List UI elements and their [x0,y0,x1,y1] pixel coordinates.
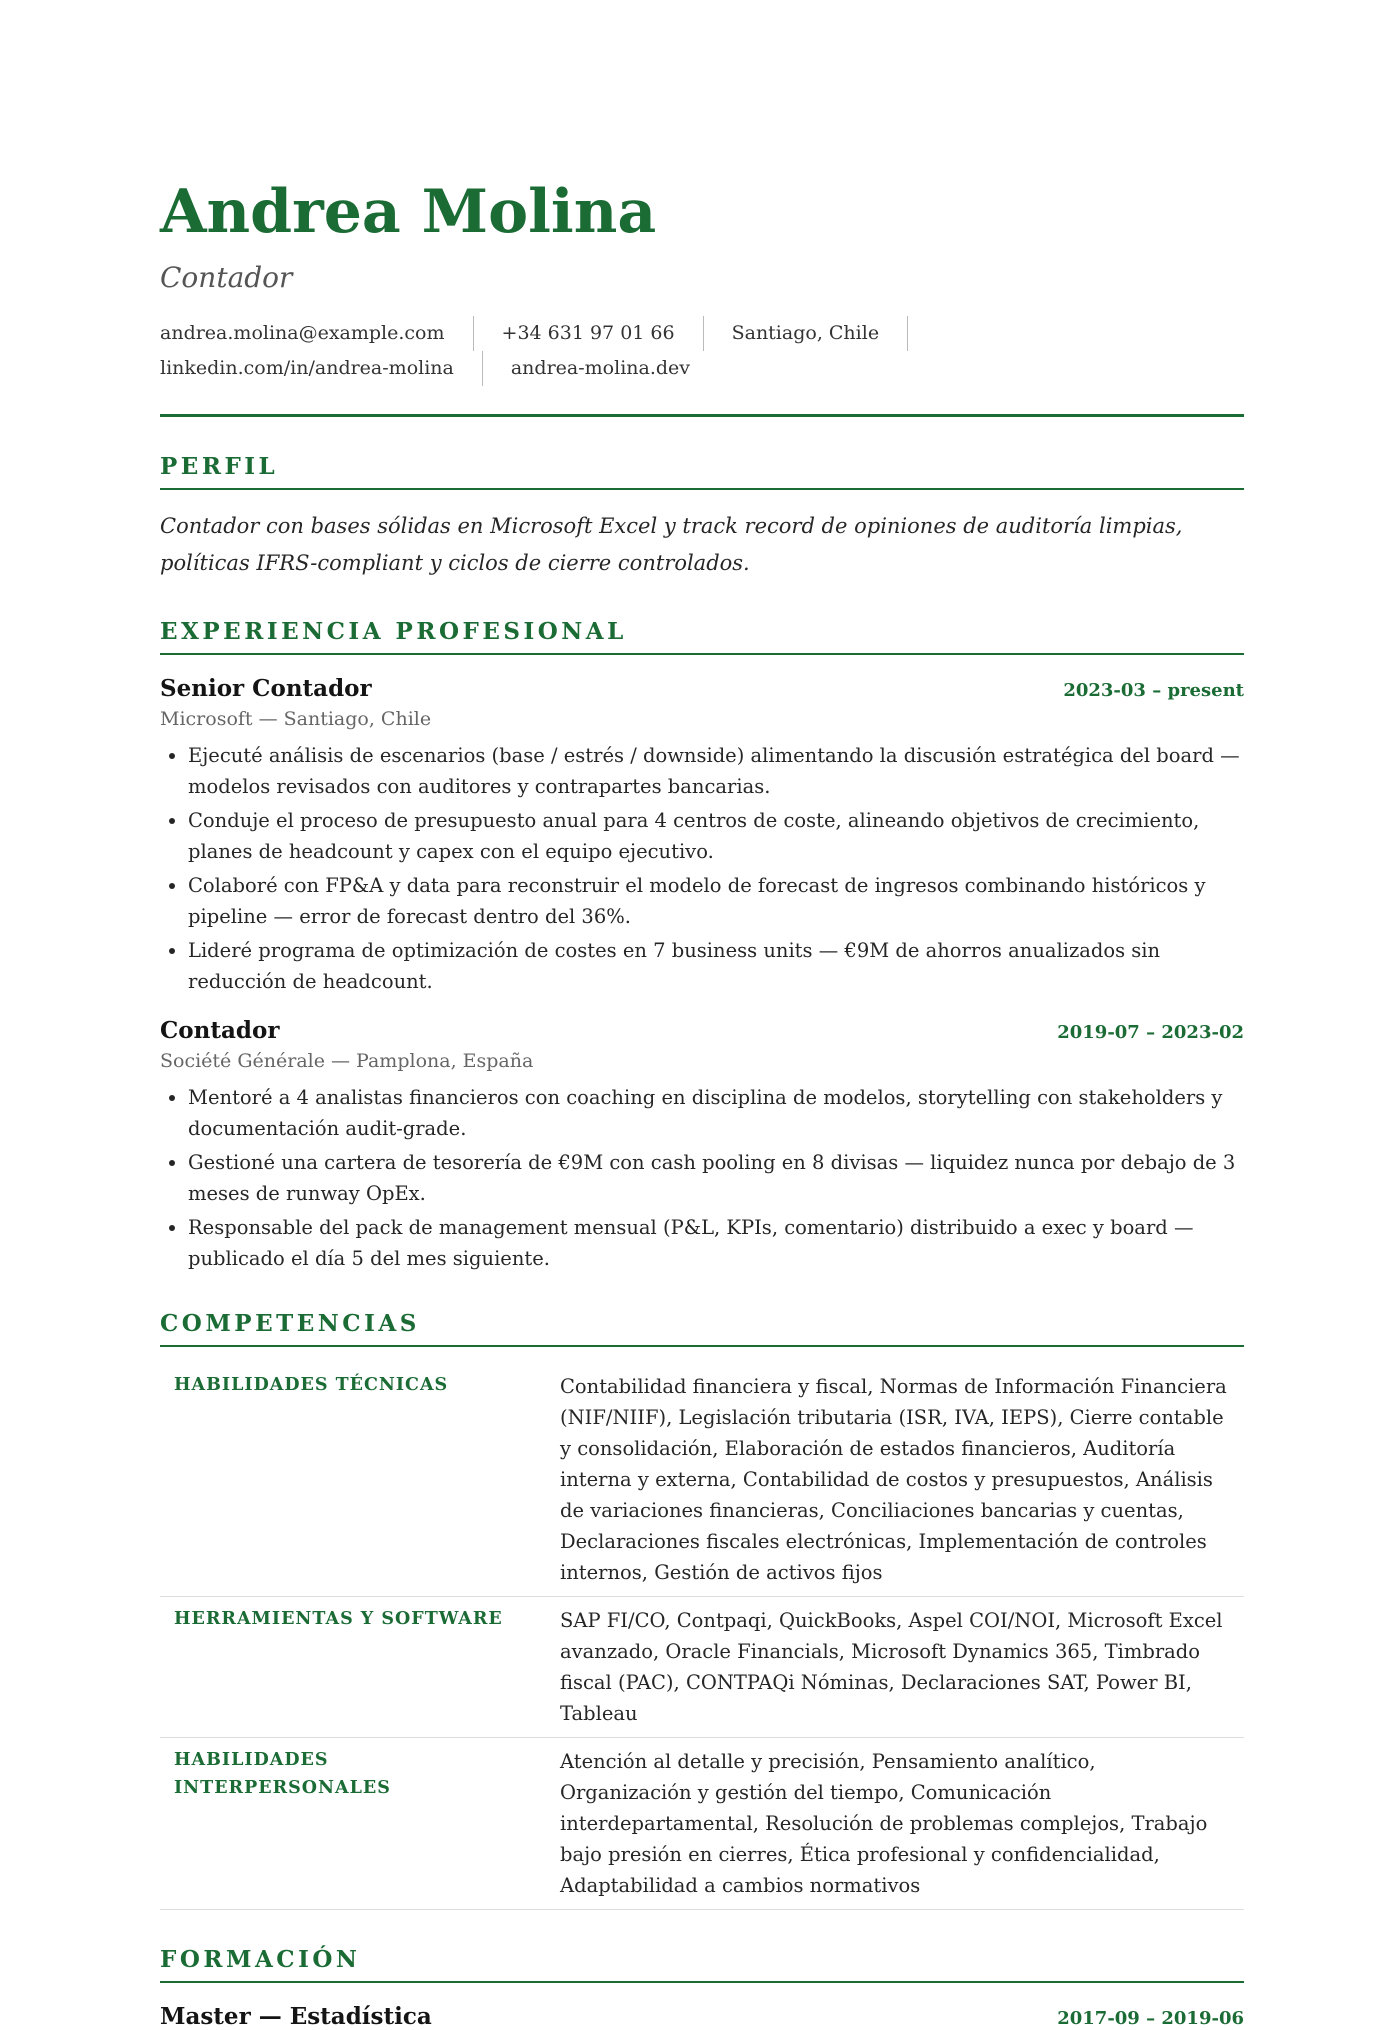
skill-category: HABILIDADES TÉCNICAS [160,1363,540,1597]
skill-category: HERRAMIENTAS Y SOFTWARE [160,1597,540,1738]
table-row [160,1738,1244,1910]
job-bullet: • Responsable del pack de management mensual (P&L, KPIs, comentario) distribuido a exec y board — publicado el día 5 del mes siguiente. [188,1212,1244,1274]
education-entry [160,2003,1244,2030]
section-title-education: FORMACIÓN [160,1946,1244,1983]
job-dates: 2023-03 – present [1063,680,1244,701]
job-company: Société Générale — Pamplona, España [160,1050,534,1072]
job-company: Microsoft — Santiago, Chile [160,708,432,730]
skill-category: HABILIDADES INTERPERSONALES [160,1738,540,1910]
skill-values: Contabilidad financiera y fiscal, Normas de Información Financiera (NIF/NIIF), Legislación tributaria (ISR, IVA, IEPS), Cierre contable y consolidación, Elaboración de estados financieros, Auditoría interna y externa, Contabilidad de costos y presupuestos, Análisis de variaciones financieras, Conciliaciones bancarias y cuentas, Declaraciones fiscales electrónicas, Implementación de controles internos, Gestión de activos fijos [540,1363,1244,1597]
job-bullet: • Colaboré con FP&A y data para reconstruir el modelo de forecast de ingresos combinando históricos y pipeline — error de forecast dentro del 36%. [188,870,1244,932]
table-row [160,1363,1244,1597]
job-bullets [160,1082,1244,1274]
section-title-experience: EXPERIENCIA PROFESIONAL [160,618,1244,655]
skills-table [160,1363,1244,1910]
header-divider [160,414,1244,417]
job-bullet: • Ejecuté análisis de escenarios (base / estrés / downside) alimentando la discusión estratégica del board — modelos revisados con auditores y contrapartes bancarias. [188,740,1244,802]
section-title-profile: PERFIL [160,453,1244,490]
education-title: Master — Estadística [160,2003,432,2030]
job-dates: 2019-07 – 2023-02 [1057,1022,1244,1043]
skill-values: SAP FI/CO, Contpaqi, QuickBooks, Aspel COI/NOI, Microsoft Excel avanzado, Oracle Financials, Microsoft Dynamics 365, Timbrado fiscal (PAC), CONTPAQi Nóminas, Declaraciones SAT, Power BI, Tableau [540,1597,1244,1738]
profile-summary: Contador con bases sólidas en Microsoft Excel y track record de opiniones de auditoría limpias, políticas IFRS-compliant y ciclos de cierre controlados. [160,514,1183,575]
contact-list [160,316,1244,386]
table-row [160,1597,1244,1738]
job-entry [160,675,1244,997]
job-header [160,1017,1244,1044]
contact-website[interactable]: andrea-molina.dev [510,357,691,379]
contact-linkedin[interactable]: linkedin.com/in/andrea-molina [160,351,483,386]
education-dates: 2017-09 – 2019-06 [1057,2008,1244,2029]
job-bullets [160,740,1244,997]
candidate-role: Contador [160,261,293,294]
contact-phone[interactable]: +34 631 97 01 66 [502,316,704,351]
resume-content [160,170,1244,2030]
job-bullet: • Lideré programa de optimización de costes en 7 business units — €9M de ahorros anualizados sin reducción de headcount. [188,935,1244,997]
job-bullet: • Conduje el proceso de presupuesto anual para 4 centros de coste, alineando objetivos de crecimiento, planes de headcount y capex con el equipo ejecutivo. [188,805,1244,867]
contact-location: Santiago, Chile [732,316,908,351]
skill-values: Atención al detalle y precisión, Pensamiento analítico, Organización y gestión del tiempo, Comunicación interdepartamental, Resolución de problemas complejos, Trabajo bajo presión en cierres, Ética profesional y confidencialidad, Adaptabilidad a cambios normativos [540,1738,1244,1910]
job-entry [160,1017,1244,1274]
candidate-name: Andrea Molina [160,177,657,247]
contact-email[interactable]: andrea.molina@example.com [160,316,474,351]
job-title: Senior Contador [160,675,372,702]
job-title: Contador [160,1017,280,1044]
job-bullet: • Gestioné una cartera de tesorería de €9M con cash pooling en 8 divisas — liquidez nunca por debajo de 3 meses de runway OpEx. [188,1147,1244,1209]
section-title-skills: COMPETENCIAS [160,1310,1244,1347]
job-bullet: • Mentoré a 4 analistas financieros con coaching en disciplina de modelos, storytelling con stakeholders y documentación audit-grade. [188,1082,1244,1144]
job-header [160,675,1244,702]
